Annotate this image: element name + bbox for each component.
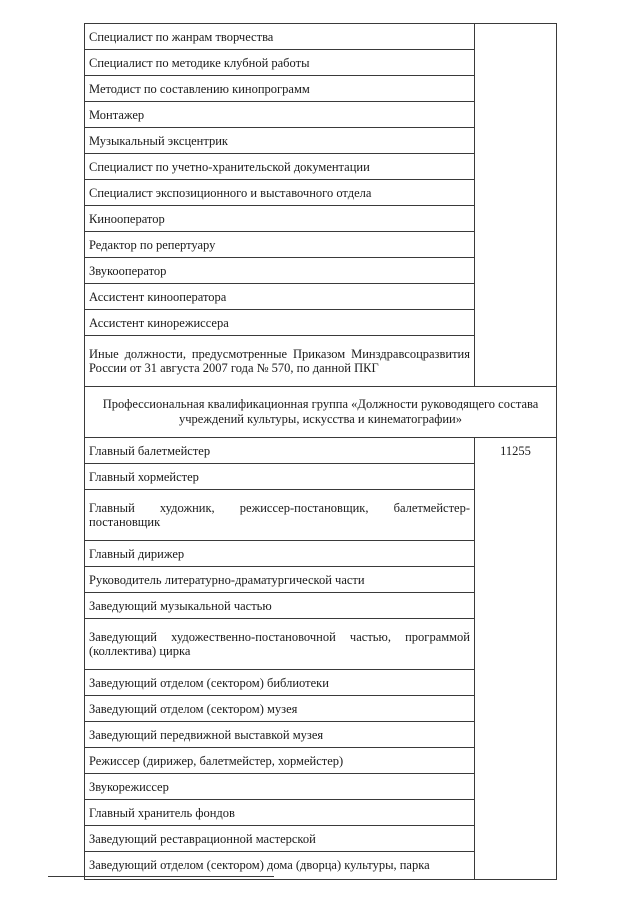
salary-cell: 11255 (475, 438, 557, 880)
position-name: Главный хранитель фондов (85, 800, 475, 826)
position-name: Специалист экспозиционного и выставочного отдела (85, 180, 475, 206)
salary-cell (475, 24, 557, 387)
position-name: Ассистент кинорежиссера (85, 310, 475, 336)
position-name: Режиссер (дирижер, балетмейстер, хормейстер) (85, 748, 475, 774)
position-name: Главный дирижер (85, 541, 475, 567)
salary-table-wrap (84, 23, 556, 880)
position-name: Главный художник, режиссер-постановщик, балетмейстер-постановщик (85, 490, 475, 541)
position-name: Специалист по методике клубной работы (85, 50, 475, 76)
position-name: Заведующий музыкальной частью (85, 593, 475, 619)
position-name: Главный балетмейстер (85, 438, 475, 464)
position-name: Методист по составлению кинопрограмм (85, 76, 475, 102)
position-name: Редактор по репертуару (85, 232, 475, 258)
position-name: Иные должности, предусмотренные Приказом Минздравсоцразвития России от 31 августа 2007 года № 570, по данной ПКГ (85, 336, 475, 387)
position-name: Заведующий отделом (сектором) музея (85, 696, 475, 722)
position-name: Музыкальный эксцентрик (85, 128, 475, 154)
footnote-separator (48, 876, 274, 877)
position-name: Ассистент кинооператора (85, 284, 475, 310)
table-row (85, 24, 557, 50)
salary-table (84, 23, 557, 880)
position-name: Заведующий отделом (сектором) библиотеки (85, 670, 475, 696)
position-name: Руководитель литературно-драматургической части (85, 567, 475, 593)
position-name: Заведующий реставрационной мастерской (85, 826, 475, 852)
position-name: Специалист по жанрам творчества (85, 24, 475, 50)
group-header-row (85, 387, 557, 438)
position-name: Заведующий передвижной выставкой музея (85, 722, 475, 748)
table-row (85, 438, 557, 464)
position-name: Заведующий художественно-постановочной частью, программой (коллектива) цирка (85, 619, 475, 670)
position-name: Главный хормейстер (85, 464, 475, 490)
position-name: Специалист по учетно-хранительской документации (85, 154, 475, 180)
group-title: Профессиональная квалификационная группа «Должности руководящего состава учреждений культуры, искусства и кинематографии» (85, 387, 557, 438)
position-name: Кинооператор (85, 206, 475, 232)
position-name: Заведующий отделом (сектором) дома (дворца) культуры, парка (85, 852, 475, 880)
position-name: Звукорежиссер (85, 774, 475, 800)
position-name: Звукооператор (85, 258, 475, 284)
position-name: Монтажер (85, 102, 475, 128)
